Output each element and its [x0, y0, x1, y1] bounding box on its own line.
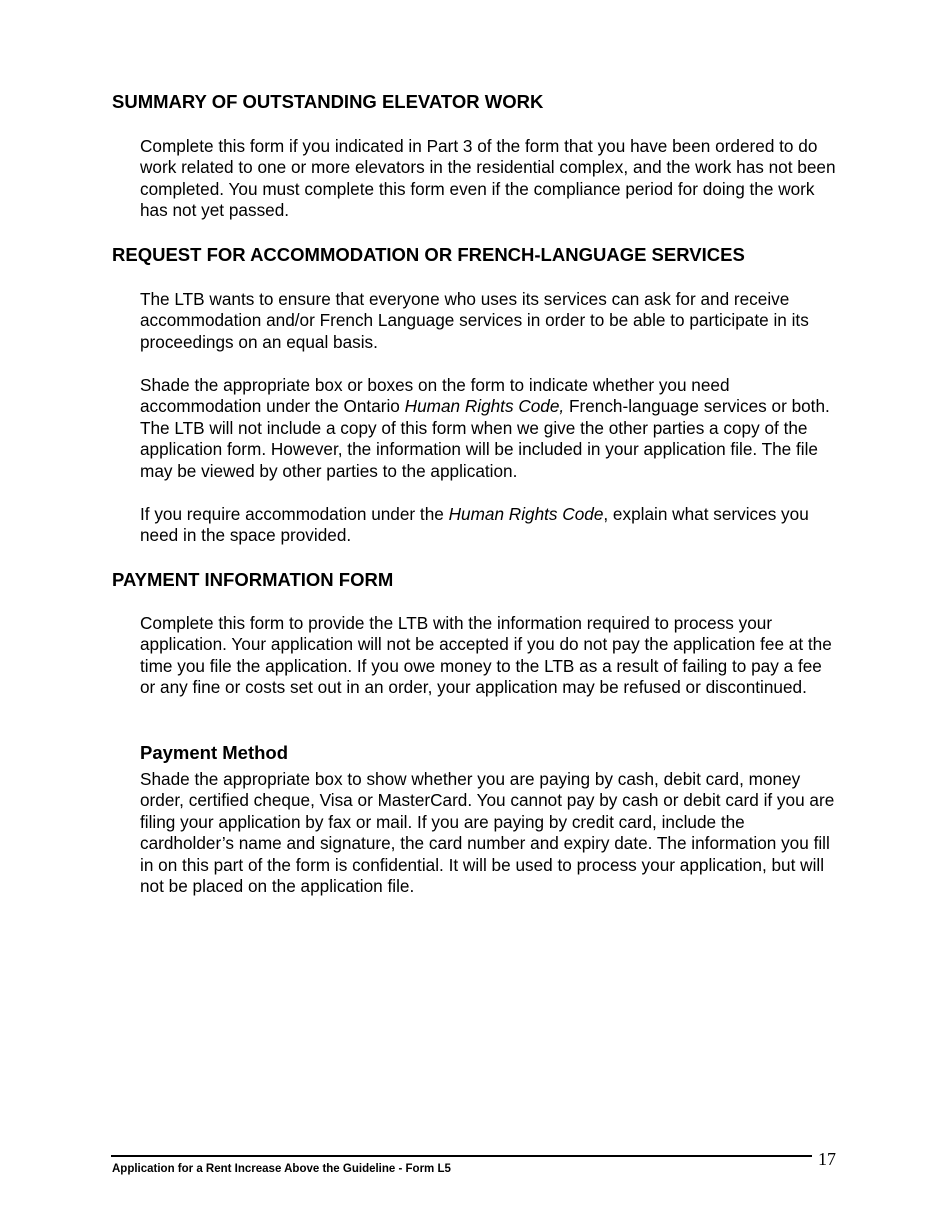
- accommodation-paragraph-3-italic: Human Rights Code: [448, 504, 604, 524]
- elevator-work-paragraph: Complete this form if you indicated in Part 3 of the form that you have been ordered to do work related to one or more elevators in the residential complex, and the work has not been completed. You must complete this form even if the compliance period for doing the work has not yet passed.: [140, 136, 836, 221]
- accommodation-paragraph-2: [140, 375, 840, 482]
- accommodation-paragraph-3: [140, 504, 840, 547]
- payment-paragraph: Complete this form to provide the LTB with the information required to process your application. Your application will not be accepted if you do not pay the application fee at the time you file the application. If you owe money to the LTB as a result of failing to pay a fee or any fine or costs set out in an order, your application may be refused or discontinued.: [140, 613, 832, 698]
- page-number: 17: [818, 1149, 836, 1169]
- payment-method-heading: Payment Method: [140, 742, 289, 763]
- footer-form-title: Application for a Rent Increase Above the Guideline - Form L5: [112, 1163, 451, 1175]
- accommodation-paragraph-3-text-a: If you require accommodation under the: [140, 504, 449, 524]
- accommodation-paragraph-2-text-b: French-language services or both. The LTB will not include a copy of this form when we give the other parties a copy of the application form. However, the information will be included in your application file. The file may be viewed by other parties to the application.: [140, 396, 830, 481]
- accommodation-paragraph-2-text-a: Shade the appropriate box or boxes on the form to indicate whether you need accommodation under the Ontario: [140, 375, 730, 417]
- section-heading-accommodation: REQUEST FOR ACCOMMODATION OR FRENCH-LANGUAGE SERVICES: [112, 244, 745, 265]
- accommodation-paragraph-1: The LTB wants to ensure that everyone who uses its services can ask for and receive accommodation and/or French Language services in order to be able to participate in its proceedings on an equal basis.: [140, 289, 809, 352]
- accommodation-paragraph-3-text-b: , explain what services you need in the space provided.: [140, 504, 809, 546]
- section-heading-elevator-work: SUMMARY OF OUTSTANDING ELEVATOR WORK: [112, 91, 544, 112]
- payment-method-paragraph: Shade the appropriate box to show whether you are paying by cash, debit card, money order, certified cheque, Visa or MasterCard. You cannot pay by cash or debit card if you are filing your application by fax or mail. If you are paying by credit card, include the cardholder’s name and signature, the card number and expiry date. The information you fill in on this part of the form is confidential. It will be used to process your application, but will not be placed on the application file.: [140, 769, 835, 897]
- accommodation-paragraph-2-italic: Human Rights Code,: [404, 396, 565, 417]
- section-heading-payment: PAYMENT INFORMATION FORM: [112, 569, 394, 590]
- footer-divider: [111, 1155, 812, 1157]
